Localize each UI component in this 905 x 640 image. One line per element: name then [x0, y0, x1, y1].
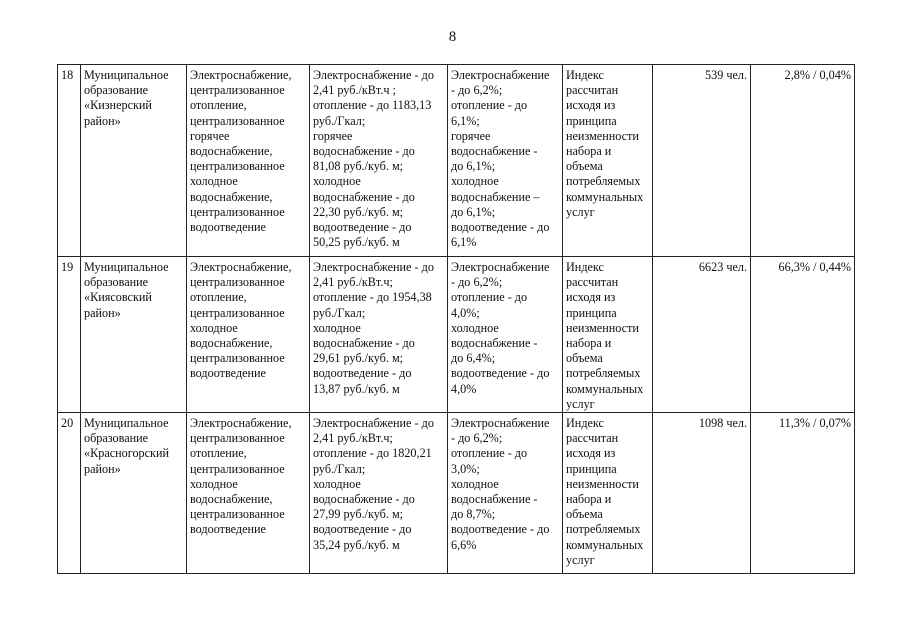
growth-cell: Электроснабжение - до 6,2%; отопление - до 6,1%; горячее водоснабжение - до 6,1%; холодное водоснабжение – до 6,1%; водоотведение - до 6,1%: [448, 65, 563, 257]
municipality-cell: Муниципальное образование «Кизнерский район»: [81, 65, 187, 257]
tariffs-cell: Электроснабжение - до 2,41 руб./кВт.ч; отопление - до 1820,21 руб./Гкал; холодное водоснабжение - до 27,99 руб./куб. м; водоотведение - до 35,24 руб./куб. м: [310, 413, 448, 574]
municipality-cell: Муниципальное образование «Киясовский район»: [81, 257, 187, 413]
table-row: [58, 413, 855, 574]
growth-cell: Электроснабжение - до 6,2%; отопление - до 4,0%; холодное водоснабжение - до 6,4%; водоотведение - до 4,0%: [448, 257, 563, 413]
share-cell: 11,3% / 0,07%: [751, 413, 855, 574]
services-cell: Электроснабжение, централизованное отопление, централизованное холодное водоснабжение, централизованное водоотведение: [187, 413, 310, 574]
index-note-cell: Индекс рассчитан исходя из принципа неизменности набора и объема потребляемых коммунальных услуг: [563, 65, 653, 257]
tariff-table: [57, 64, 855, 574]
population-cell: 539 чел.: [653, 65, 751, 257]
page-number: 8: [448, 29, 457, 45]
row-number: 20: [58, 413, 81, 574]
row-number: 19: [58, 257, 81, 413]
tariffs-cell: Электроснабжение - до 2,41 руб./кВт.ч ; отопление - до 1183,13 руб./Гкал; горячее водоснабжение - до 81,08 руб./куб. м; холодное водоснабжение - до 22,30 руб./куб. м; водоотведение - до 50,25 руб./куб. м: [310, 65, 448, 257]
municipality-cell: Муниципальное образование «Красногорский район»: [81, 413, 187, 574]
index-note-cell: Индекс рассчитан исходя из принципа неизменности набора и объема потребляемых коммунальных услуг: [563, 257, 653, 413]
population-cell: 1098 чел.: [653, 413, 751, 574]
table-row: [58, 65, 855, 257]
population-cell: 6623 чел.: [653, 257, 751, 413]
growth-cell: Электроснабжение - до 6,2%; отопление - до 3,0%; холодное водоснабжение - до 8,7%; водоотведение - до 6,6%: [448, 413, 563, 574]
share-cell: 66,3% / 0,44%: [751, 257, 855, 413]
table-row: [58, 257, 855, 413]
services-cell: Электроснабжение, централизованное отопление, централизованное горячее водоснабжение, централизованное холодное водоснабжение, централизованное водоотведение: [187, 65, 310, 257]
index-note-cell: Индекс рассчитан исходя из принципа неизменности набора и объема потребляемых коммунальных услуг: [563, 413, 653, 574]
share-cell: 2,8% / 0,04%: [751, 65, 855, 257]
tariffs-cell: Электроснабжение - до 2,41 руб./кВт.ч; отопление - до 1954,38 руб./Гкал; холодное водоснабжение - до 29,61 руб./куб. м; водоотведение - до 13,87 руб./куб. м: [310, 257, 448, 413]
row-number: 18: [58, 65, 81, 257]
services-cell: Электроснабжение, централизованное отопление, централизованное холодное водоснабжение, централизованное водоотведение: [187, 257, 310, 413]
